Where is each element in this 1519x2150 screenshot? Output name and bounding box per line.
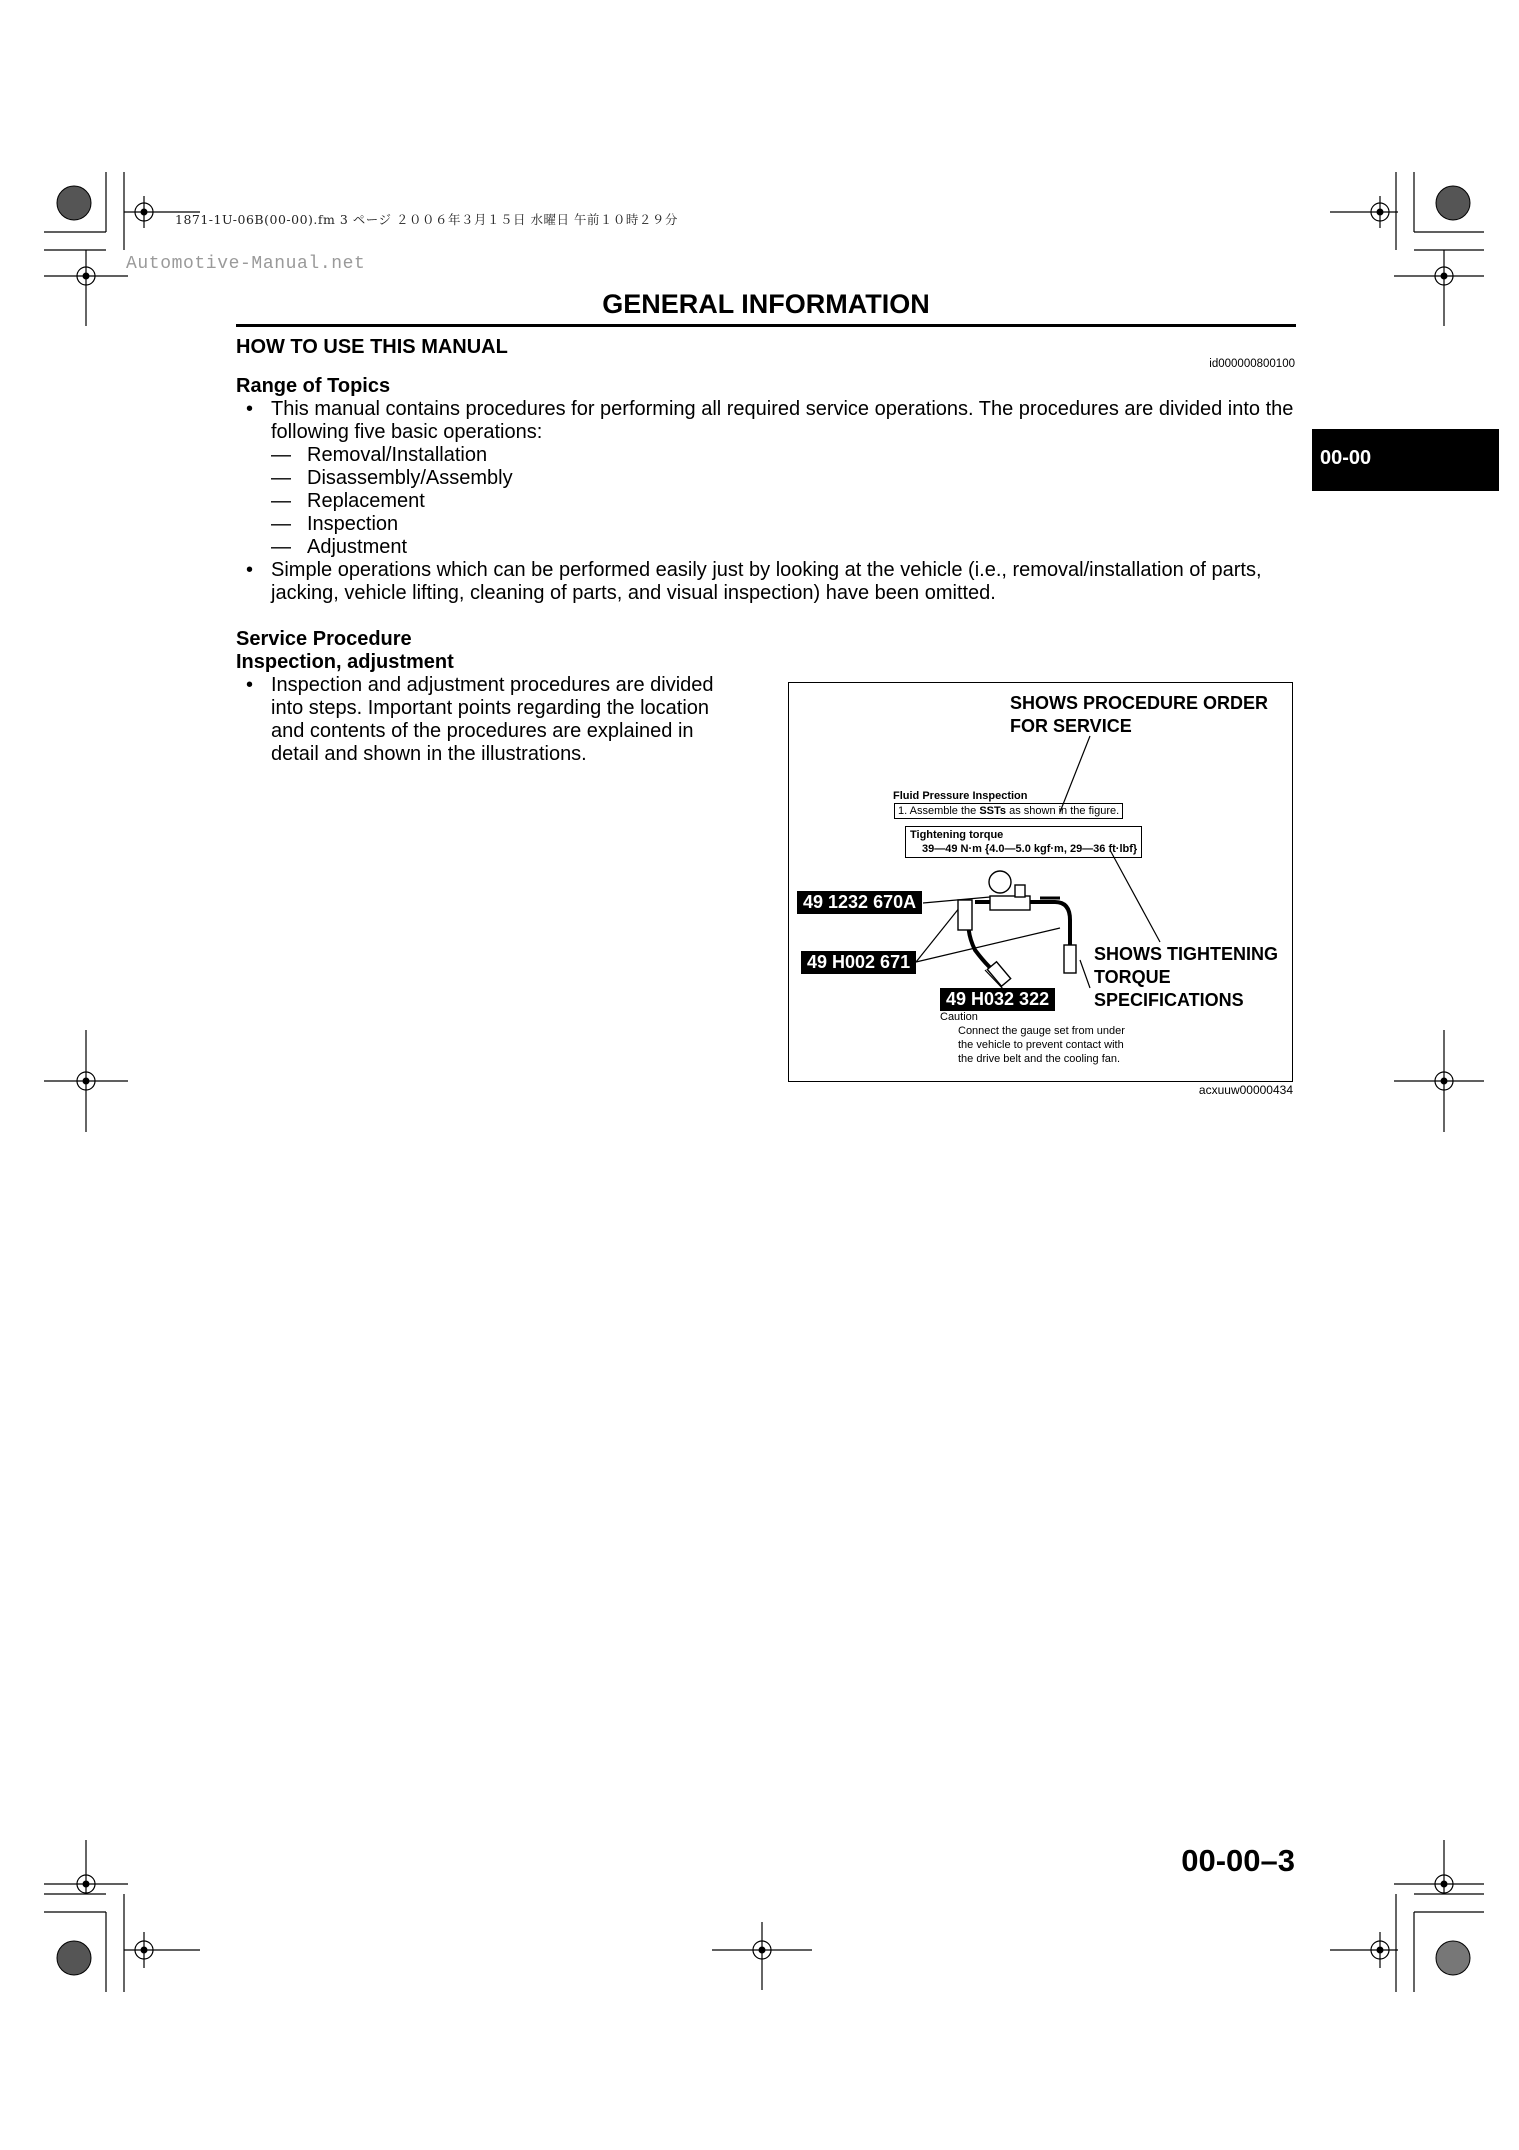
dash-marker: — <box>271 513 291 535</box>
callout-procedure-order-line1: SHOWS PROCEDURE ORDER <box>1010 693 1269 713</box>
callout-torque-line2: TORQUE <box>1094 967 1171 987</box>
range-bullet-2: Simple operations which can be performed easily just by looking at the vehicle (i.e., removal/installation of parts, jacking, vehicle lifting, cleaning of parts, and visual inspection) have been omitted. <box>271 559 1262 604</box>
caution-text-line3: the drive belt and the cooling fan. <box>958 1053 1121 1065</box>
figure-id: acxuuw00000434 <box>1198 1083 1293 1097</box>
dash-marker: — <box>271 536 291 558</box>
operation-item: — Replacement <box>271 490 425 512</box>
fluid-pressure-title: Fluid Pressure Inspection <box>893 790 1028 802</box>
document-id: id000000800100 <box>1209 358 1295 370</box>
service-bullet: Inspection and adjustment procedures are divided into steps. Important points regarding the location and contents of the procedures are explained in detail and shown in the illustrations. <box>271 674 714 765</box>
page-number: 00-00–3 <box>1181 1843 1295 1878</box>
sst-label-1: 49 1232 670A <box>797 891 922 914</box>
caution-text-line2: the vehicle to prevent contact with <box>958 1039 1124 1051</box>
printer-timestamp: 1871-1U-06B(00-00).fm 3 ページ ２００６年３月１５日 水曜日 午前１０時２９分 <box>175 212 678 227</box>
range-bullet-1: This manual contains procedures for performing all required service operations. The procedures are divided into the following five basic operations: <box>271 398 1294 443</box>
bullet-marker: • <box>246 674 254 696</box>
dash-marker: — <box>271 490 291 512</box>
sst-label-2: 49 H002 671 <box>801 951 916 974</box>
callout-torque-line1: SHOWS TIGHTENING <box>1094 944 1278 964</box>
callout-torque-line3: SPECIFICATIONS <box>1094 990 1244 1010</box>
caution-label: Caution <box>940 1011 978 1023</box>
callout-procedure-order-line2: FOR SERVICE <box>1010 716 1132 736</box>
operation-item: — Removal/Installation <box>271 444 488 466</box>
bullet-marker: • <box>246 559 254 581</box>
operation-item: — Adjustment <box>271 536 408 558</box>
bullet-marker: • <box>246 398 254 420</box>
dash-marker: — <box>271 444 291 466</box>
operation-item: — Disassembly/Assembly <box>271 467 513 489</box>
section-tab: 00-00 <box>1312 429 1499 491</box>
service-procedure-heading: Service Procedure <box>236 628 412 650</box>
section-title: HOW TO USE THIS MANUAL <box>236 336 508 358</box>
range-of-topics-heading: Range of Topics <box>236 375 391 397</box>
watermark: Automotive-Manual.net <box>126 254 366 274</box>
operation-item: — Inspection <box>271 513 399 535</box>
torque-spec-box: Tightening torque 39—49 N·m {4.0—5.0 kgf·m, 29—36 ft·lbf} <box>905 826 1142 858</box>
inspection-adjustment-heading: Inspection, adjustment <box>236 651 454 673</box>
sst-label-3: 49 H032 322 <box>940 988 1055 1011</box>
page-title: GENERAL INFORMATION <box>602 289 930 319</box>
caution-text-line1: Connect the gauge set from under <box>958 1025 1125 1037</box>
dash-marker: — <box>271 467 291 489</box>
assembly-step: 1. Assemble the SSTs as shown in the figure. <box>894 803 1123 819</box>
